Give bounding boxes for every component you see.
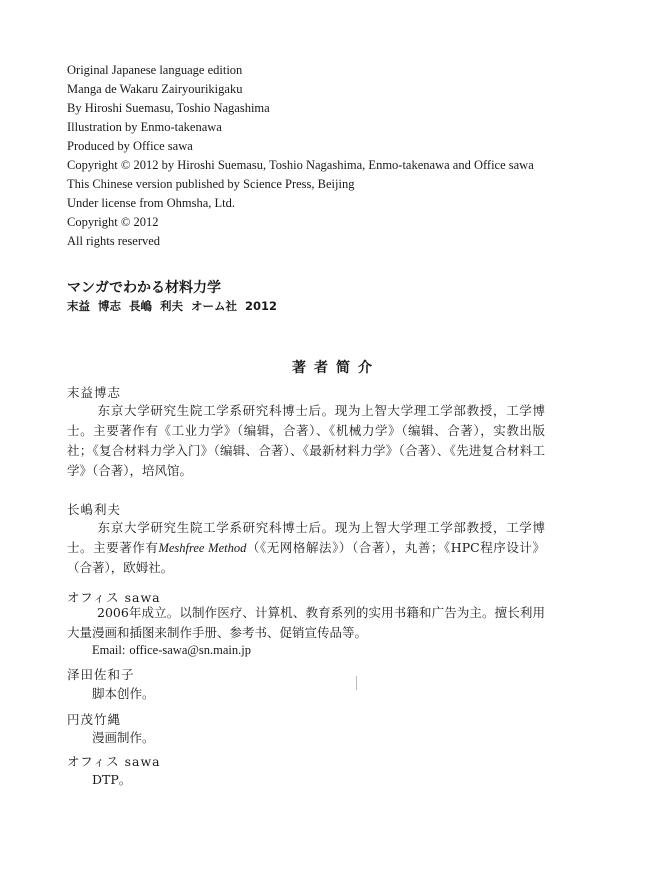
copyright-line: Illustration by Enmo-takenawa: [67, 120, 222, 134]
credit-role: 漫画制作。: [92, 730, 155, 745]
section-heading: 著者简介: [292, 360, 380, 376]
credit-name: 円茂竹縄: [67, 712, 122, 727]
copyright-line: Under license from Ohmsha, Ltd.: [67, 196, 236, 210]
office-bio: [67, 603, 545, 643]
copyright-line: Copyright © 2012: [67, 215, 159, 229]
copyright-block: [67, 61, 607, 251]
email-address: office-sawa@sn.main.jp: [129, 643, 251, 657]
office-name: オフィス sawa: [67, 590, 161, 605]
credit-role: DTP。: [92, 772, 132, 787]
author-bio: [67, 518, 545, 578]
copyright-line: This Chinese version published by Science Press, Beijing: [67, 177, 355, 191]
author-bio: [67, 401, 545, 481]
office-bio-text: 2006年成立。以制作医疗、计算机、教育系列的实用书籍和广告为主。擅长利用大量漫画和插图来制作手册、参考书、促销宣传品等。: [67, 605, 545, 640]
scan-speck: [356, 676, 357, 690]
author-bio-text: 东京大学研究生院工学系研究科博士后。现为上智大学理工学部教授，工学博士。主要著作有《工业力学》（编辑，合著）、《机械力学》（编辑、合著），实教出版社；《复合材料力学入门》（编辑、合著）、《最新材料力学》（合著）、《先进复合材料工学》（合著），培风馆。: [67, 403, 545, 478]
copyright-line: Manga de Wakaru Zairyourikigaku: [67, 82, 243, 96]
japanese-title: マンガでわかる材料力学: [67, 280, 221, 296]
book-title-italic: Meshfree Method: [158, 541, 247, 555]
email-line: [92, 642, 251, 658]
copyright-line: Original Japanese language edition: [67, 63, 243, 77]
japanese-credit: 末益 博志 長嶋 利夫 オーム社 2012: [67, 299, 278, 313]
copyright-line: By Hiroshi Suemasu, Toshio Nagashima: [67, 101, 270, 115]
credit-name: 泽田佐和子: [67, 667, 135, 682]
author-name: 长嶋利夫: [67, 502, 122, 517]
credit-name: オフィス sawa: [67, 754, 161, 769]
author-bio-text: （《无网格解法》）（合著），丸善；《HPC程序设计》（合著），欧姆社。: [67, 540, 545, 575]
author-name: 末益博志: [67, 385, 122, 400]
author-bio-text: 东京大学研究生院工学系研究科博士后。现为上智大学理工学部教授，工学博士。主要著作有: [67, 520, 545, 555]
email-label: Email:: [92, 643, 126, 657]
copyright-line: Produced by Office sawa: [67, 139, 193, 153]
copyright-line: All rights reserved: [67, 234, 161, 248]
credit-role: 脚本创作。: [92, 686, 155, 701]
copyright-line: Copyright © 2012 by Hiroshi Suemasu, Toshio Nagashima, Enmo-takenawa and Office sawa: [67, 158, 534, 172]
